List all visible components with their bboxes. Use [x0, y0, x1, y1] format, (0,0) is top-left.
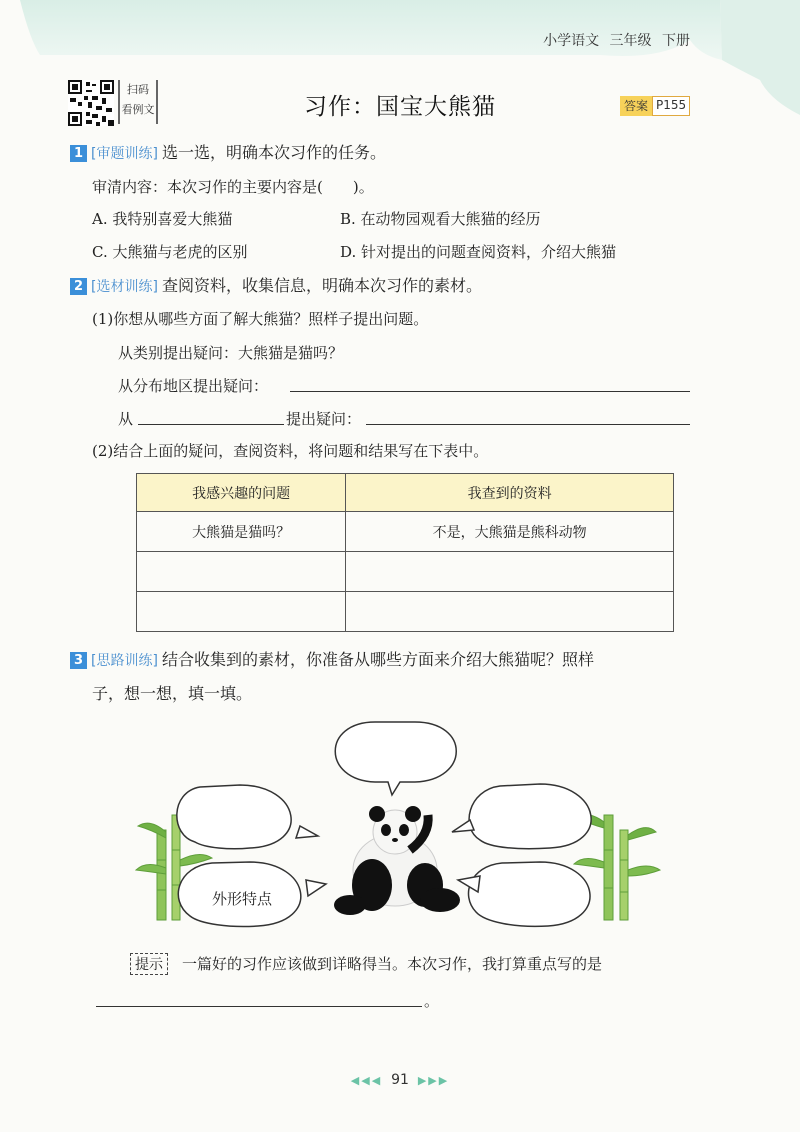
- subject-label: 小学语文: [543, 33, 600, 49]
- table-header-question: 我感兴趣的问题: [137, 474, 346, 512]
- q2-region-label: 从分布地区提出疑问：: [118, 377, 269, 395]
- hint-label: 提示: [130, 953, 168, 975]
- q2-tag: [选材训练]: [91, 279, 158, 295]
- q1-number: 1: [70, 145, 87, 162]
- q2-sub2: (2)结合上面的疑问，查阅资料，将问题和结果写在下表中。: [92, 442, 489, 460]
- q2-prompt: 查阅资料，收集信息，明确本次习作的素材。: [161, 276, 482, 295]
- scan-label-line1: 扫码: [127, 83, 149, 96]
- q1-option-a: A. 我特别喜爱大熊猫: [92, 210, 233, 228]
- q1-tag: [审题训练]: [91, 146, 158, 162]
- q3-prompt-line2: 子，想一想，填一填。: [92, 684, 253, 703]
- bubble-example-text: 外形特点: [212, 890, 273, 908]
- q2-sub1: (1)你想从哪些方面了解大熊猫？照样子提出问题。: [92, 310, 429, 328]
- q1-option-b: B. 在动物园观看大熊猫的经历: [340, 210, 541, 228]
- q1-option-c: C. 大熊猫与老虎的区别: [92, 243, 248, 261]
- q3-prompt-line1: 结合收集到的素材，你准备从哪些方面来介绍大熊猫呢？照样: [161, 650, 594, 669]
- volume-label: 下册: [662, 33, 690, 49]
- focus-answer-line[interactable]: [96, 1006, 422, 1007]
- arrows-right-icon: ▶▶▶: [417, 1074, 450, 1087]
- q1-prompt: 选一选，明确本次习作的任务。: [161, 143, 386, 162]
- hint-text: 一篇好的习作应该做到详略得当。本次习作，我打算重点写的是: [182, 955, 603, 973]
- q2-example: 从类别提出疑问：大熊猫是猫吗？: [118, 344, 344, 362]
- table-cell: 不是，大熊猫是熊科动物: [346, 512, 674, 552]
- page-number: 91: [391, 1072, 409, 1088]
- q1-option-d: D. 针对提出的问题查阅资料，介绍大熊猫: [340, 243, 617, 261]
- grade-label: 三年级: [609, 33, 652, 49]
- speech-bubble-top: [335, 722, 456, 795]
- answer-page: P155: [652, 96, 690, 116]
- arrows-left-icon: ◀◀◀: [350, 1074, 383, 1087]
- scan-label-line2: 看例文: [121, 103, 155, 116]
- q1-stem: 审清内容：本次习作的主要内容是( )。: [92, 178, 374, 196]
- page-title: 习作：国宝大熊猫: [304, 94, 496, 120]
- q3-number: 3: [70, 652, 87, 669]
- panda-icon: [334, 806, 460, 915]
- table-header-result: 我查到的资料: [346, 474, 674, 512]
- q2-number: 2: [70, 278, 87, 295]
- page-footer: [0, 1072, 800, 1088]
- speech-bubble-upper-left: [177, 785, 318, 849]
- answer-label: 答案: [620, 96, 652, 116]
- q2-raise-label: 提出疑问：: [286, 410, 362, 428]
- hint-end: 。: [424, 992, 440, 1010]
- speech-bubble-upper-right: [452, 784, 591, 849]
- hint-line: [130, 953, 602, 975]
- q2-from-label: 从: [118, 410, 134, 428]
- speech-bubble-lower-right: [458, 862, 590, 926]
- table-cell: 大熊猫是猫吗？: [137, 512, 346, 552]
- q3-tag: [思路训练]: [91, 653, 158, 669]
